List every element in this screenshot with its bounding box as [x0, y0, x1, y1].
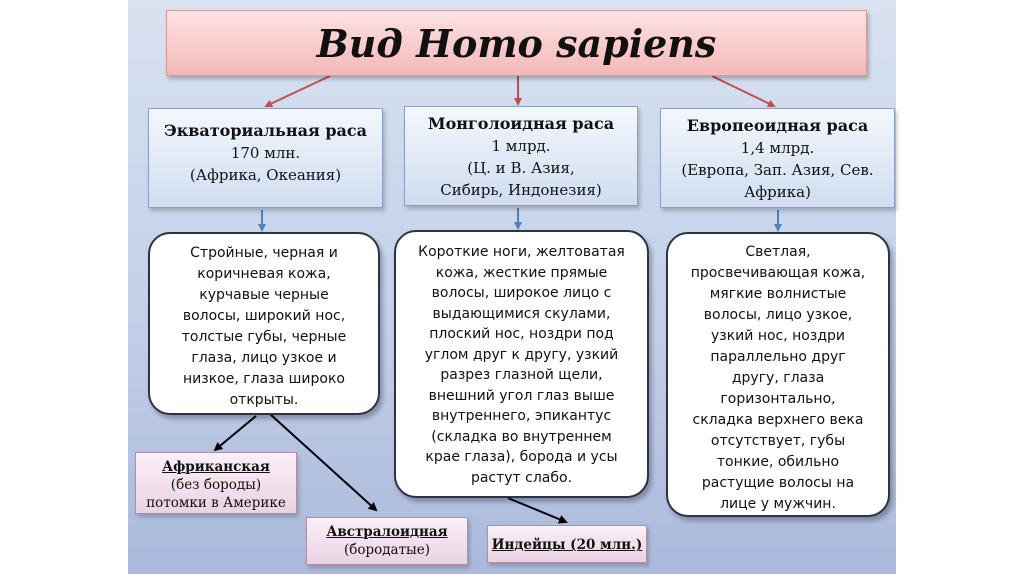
description-line: горизонтально,	[720, 391, 836, 407]
description-line: глаза, лицо узкое и	[191, 350, 337, 366]
subgroup-note: (без бороды)	[170, 477, 262, 493]
description-line: Светлая,	[745, 244, 811, 260]
page-title: Вид Homo sapiens	[166, 10, 867, 76]
race-box-europeoid	[660, 108, 895, 208]
description-line: тонкие, обильно	[716, 454, 840, 470]
arrow-to-indians	[508, 498, 566, 522]
subgroup-name: Африканская	[162, 459, 270, 475]
description-line: открыты.	[229, 392, 299, 408]
race-population: 170 млн.	[230, 144, 301, 162]
description-line: параллельно друг	[710, 349, 846, 365]
subgroup-note: потомки в Америке	[146, 495, 286, 511]
race-region: Сибирь, Индонезия)	[440, 181, 602, 199]
description-box-mongoloid	[394, 230, 649, 498]
description-line: просвечивающая кожа,	[690, 265, 866, 281]
race-region: (Ц. и В. Азия,	[467, 159, 575, 177]
description-line: кожа, жесткие прямые	[435, 264, 608, 281]
description-box-europeoid	[666, 232, 890, 517]
race-name: Монголоидная раса	[427, 114, 615, 133]
description-line: низкое, глаза широко	[183, 371, 345, 387]
description-line: складка верхнего века	[692, 412, 864, 428]
race-name: Экваториальная раса	[163, 121, 368, 140]
subgroup-name: Индейцы (20 млн.)	[491, 537, 643, 553]
arrow-title-to-equatorial	[266, 76, 330, 106]
subgroup-box-indians	[487, 525, 647, 563]
description-line: Короткие ноги, желтоватая	[418, 244, 625, 260]
race-region: (Африка, Океания)	[189, 166, 342, 184]
description-line: крае глаза), борода и усы	[425, 449, 618, 465]
race-name: Европеоидная раса	[686, 116, 869, 135]
description-line: разрез глазной щели,	[440, 367, 603, 383]
arrow-to-african	[215, 416, 256, 450]
description-line: другу, глаза	[731, 370, 825, 386]
description-line: растущие волосы на	[701, 475, 855, 491]
description-line: Стройные, черная и	[190, 245, 338, 261]
description-box-equatorial	[148, 232, 380, 415]
subgroup-box-african	[135, 452, 297, 514]
description-line: коричневая кожа,	[197, 266, 331, 282]
subgroup-name: Австралоидная	[326, 524, 448, 540]
description-line: внешний угол глаз выше	[428, 387, 615, 404]
description-line: отсутствует, губы	[710, 433, 846, 449]
description-line: плоский нос, ноздри под	[429, 326, 614, 342]
description-line: внутреннего, эпикантус	[431, 408, 612, 424]
description-line: растут слабо.	[470, 469, 573, 486]
description-line: волосы, широкое лицо с	[431, 285, 612, 301]
subgroup-note: (бородатые)	[343, 542, 431, 558]
description-line: лице у мужчин.	[720, 496, 836, 512]
description-line: волосы, широкий нос,	[182, 308, 346, 324]
description-line: курчавые черные	[199, 287, 329, 303]
description-line: мягкие волнистые	[709, 286, 847, 302]
arrow-title-to-europeoid	[712, 76, 774, 106]
description-line: толстые губы, черные	[181, 329, 347, 345]
race-region: Африка)	[744, 183, 811, 201]
description-line: узкий нос, ноздри	[711, 328, 845, 344]
race-population: 1 млрд.	[491, 137, 551, 155]
description-line: углом друг к другу, узкий	[424, 346, 619, 363]
race-region: (Европа, Зап. Азия, Сев.	[681, 161, 874, 179]
subgroup-box-australoid	[306, 517, 468, 565]
race-box-mongoloid	[404, 106, 638, 206]
description-line: выдающимися скулами,	[432, 305, 611, 322]
race-population: 1,4 млрд.	[740, 139, 815, 157]
description-line: (складка во внутреннем	[431, 428, 612, 445]
description-line: волосы, лицо узкое,	[703, 307, 853, 323]
race-box-equatorial	[148, 108, 383, 208]
